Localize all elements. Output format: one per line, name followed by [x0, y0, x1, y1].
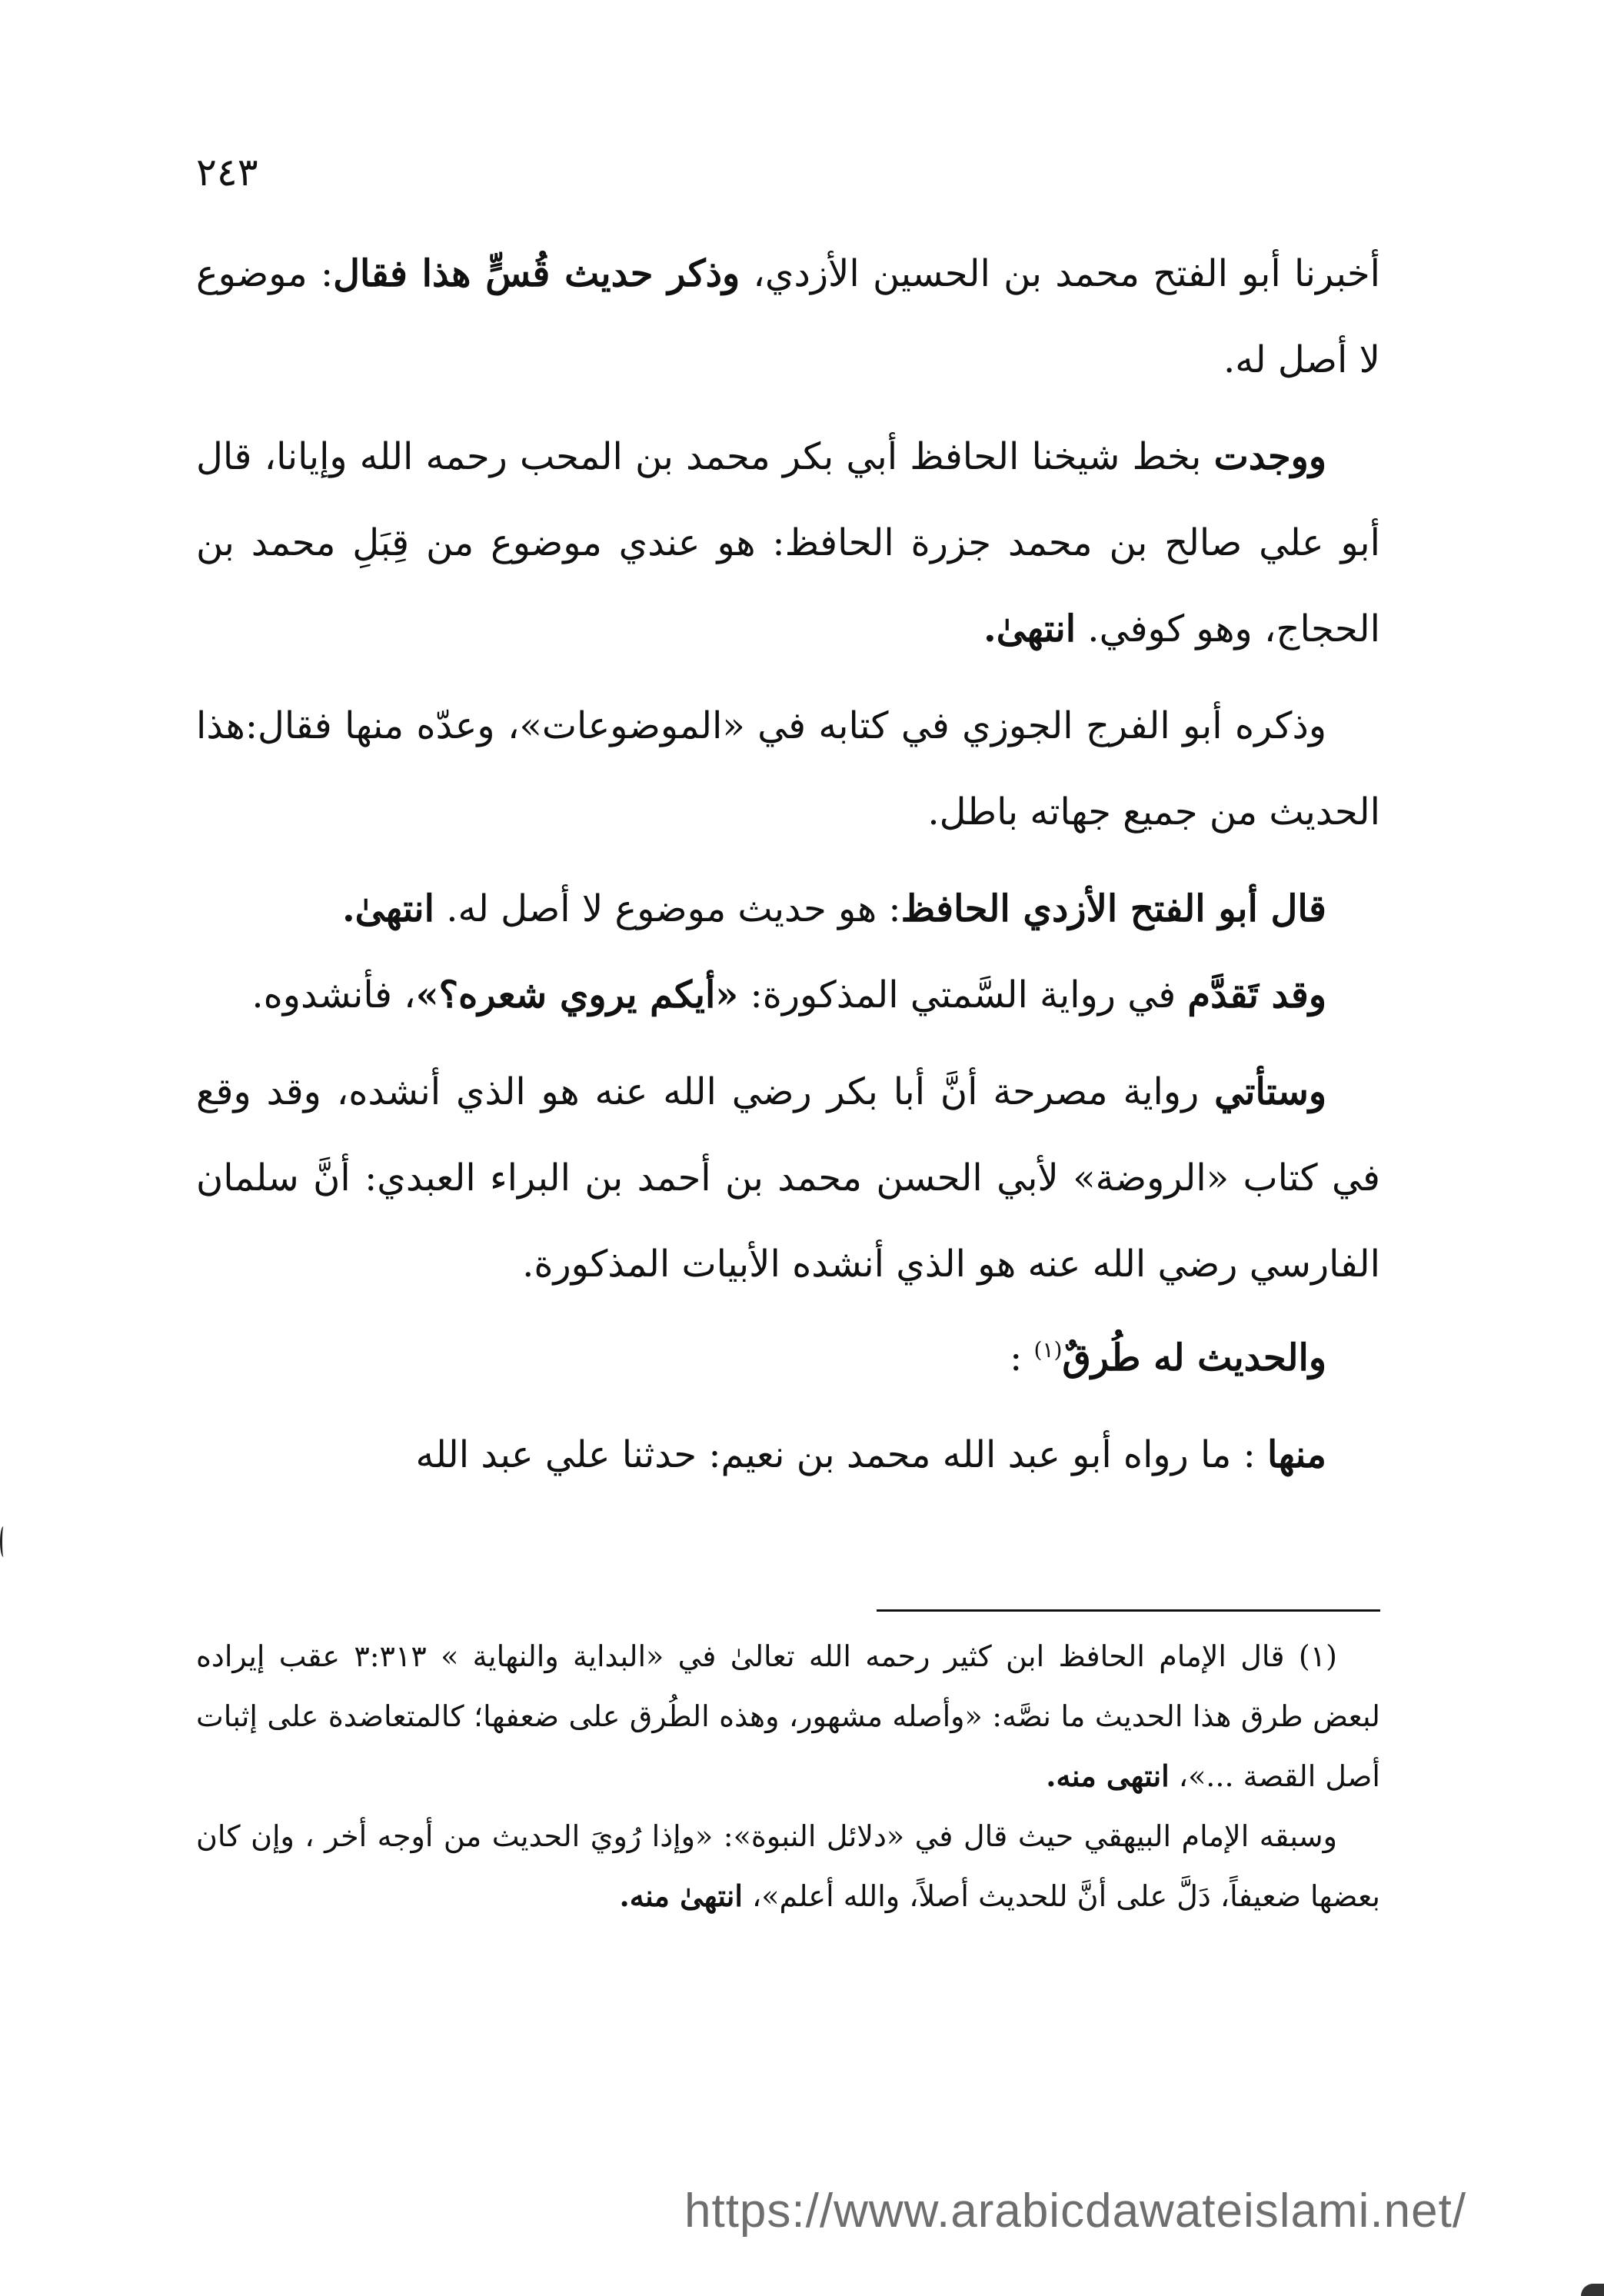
paragraph-7-text: : ما رواه أبو عبد الله محمد بن نعيم: حدثنا علي عبد الله: [415, 1433, 1268, 1476]
paragraph-2-end: انتهىٰ.: [983, 607, 1077, 651]
paragraph-7-bold: منها: [1267, 1433, 1326, 1476]
paragraph-4-text: : هو حديث موضوع لا أصل له.: [434, 887, 901, 930]
paragraph-5: [196, 952, 1380, 1038]
paragraph-6: [196, 1049, 1380, 1307]
paragraph-2: [196, 414, 1380, 672]
paragraph-6-text: رواية مصرحة أنَّ أبا بكر رضي الله عنه هو الذي أنشده، وقد وقع في كتاب «الروضة» لأبي الحسن محمد بن أحمد بن البراء العبدي: أنَّ سلمان الفارسي رضي الله عنه هو الذي أنشده الأبيات المذكورة.: [196, 1070, 1380, 1286]
page-number: ٢٤٣: [196, 150, 258, 195]
scan-edge-mark: [0, 1526, 7, 1557]
scan-corner-smudge: [1581, 2284, 1604, 2296]
paragraph-7: [196, 1412, 1380, 1498]
paragraph-1: [196, 231, 1380, 403]
paragraph-5-text: في رواية السَّمتي المذكورة:: [738, 973, 1188, 1017]
footnote-2-end: انتهىٰ منه.: [619, 1878, 743, 1913]
paragraph-4-bold: قال أبو الفتح الأزدي الحافظ: [900, 887, 1326, 930]
watermark-url: https://www.arabicdawateislami.net/: [684, 2185, 1467, 2238]
section-heading-text: والحديث له طُرقٌ: [1062, 1336, 1326, 1379]
paragraph-6-bold: وستأتي: [1214, 1070, 1326, 1113]
footnote-2-text: وسبقه الإمام البيهقي حيث قال في «دلائل النبوة»: «وإذا رُويَ الحديث من أوجه أخر ، وإن كان بعضها ضعيفاً، دَلَّ على أنَّ للحديث أصلاً، والله أعلم»،: [196, 1819, 1380, 1913]
paragraph-3-text: وذكره أبو الفرج الجوزي في كتابه في «الموضوعات»، وعدّه منها فقال:هذا الحديث من جميع جهاته باطل.: [196, 704, 1380, 834]
section-heading-colon: :: [1010, 1336, 1034, 1379]
paragraph-3: [196, 683, 1380, 855]
footnote-divider: [877, 1609, 1380, 1612]
paragraph-2-text: بخط شيخنا الحافظ أبي بكر محمد بن المحب رحمه الله وإيانا، قال أبو علي صالح بن محمد جزرة الحافظ: هو عندي موضوع من قِبَلِ محمد بن الحجاج، وهو كوفي.: [196, 435, 1380, 651]
footnote-1-text: (١) قال الإمام الحافظ ابن كثير رحمه الله تعالىٰ في «البداية والنهاية » ٣:٣١٣ عقب إيراده لبعض طرق هذا الحديث ما نصَّه: «وأصله مشهور، وهذه الطُرق على ضعفها؛ كالمتعاضدة على إثبات أصل القصة ...»،: [196, 1639, 1380, 1793]
paragraph-5-bold: وقد تَقدَّم: [1187, 973, 1326, 1017]
paragraph-2-bold: ووجدت: [1213, 435, 1326, 478]
footnote-1-end: انتهى منه.: [1046, 1759, 1170, 1793]
footnote-1: [196, 1626, 1380, 1806]
paragraph-1-end: : موضوع لا أصل له.: [196, 252, 1380, 381]
footnotes: [196, 1626, 1380, 1926]
paragraph-4: [196, 866, 1380, 952]
main-text: [196, 231, 1380, 1498]
paragraph-1-text: أخبرنا أبو الفتح محمد بن الحسين الأزدي،: [740, 252, 1380, 295]
paragraph-5-end: ، فأنشدوه.: [251, 973, 416, 1017]
paragraph-4-end: انتهىٰ.: [341, 887, 434, 930]
footnote-2: [196, 1806, 1380, 1926]
footnote-reference: (١): [1033, 1337, 1063, 1363]
paragraph-1-bold: وذكر حديث قُسٍّ هذا فقال: [333, 252, 740, 295]
paragraph-5-quote: «أيكم يروي شعره؟»: [415, 973, 739, 1017]
section-heading: [196, 1307, 1380, 1401]
